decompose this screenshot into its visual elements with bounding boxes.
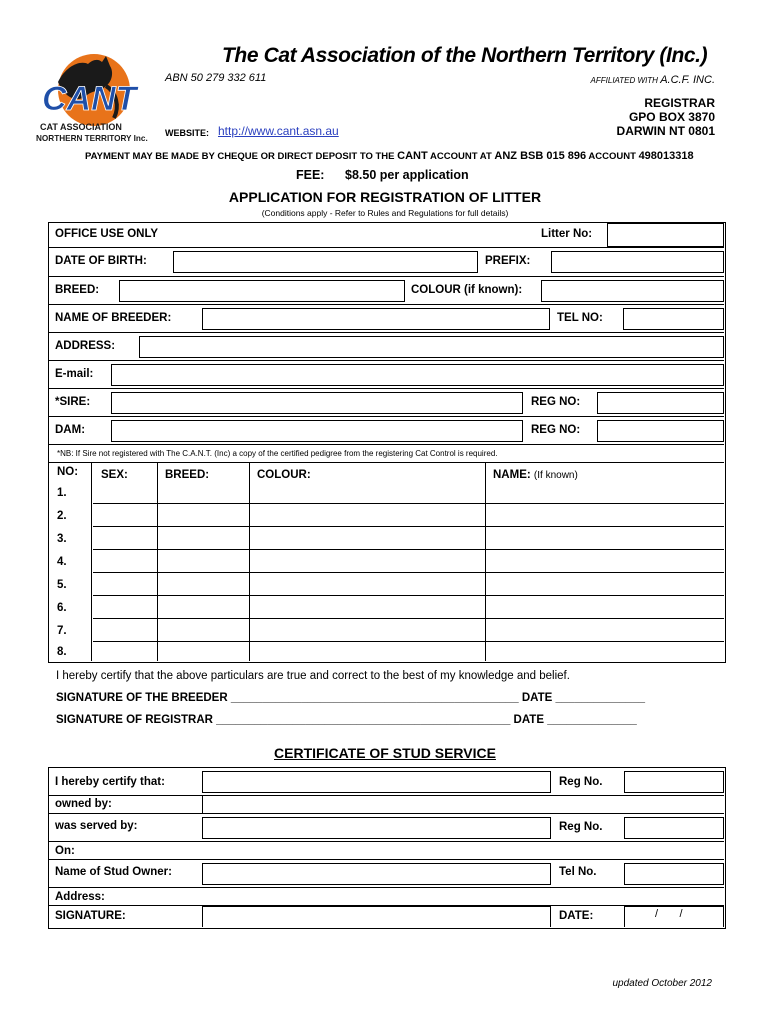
certification-statement: I hereby certify that the above particulars are true and correct to the best of my knowledge and belief. — [56, 670, 570, 682]
email-label: E-mail: — [55, 368, 94, 380]
dam-field[interactable] — [111, 420, 523, 442]
owned-by-label: owned by: — [55, 798, 112, 810]
date-of-birth-label: DATE OF BIRTH: — [55, 255, 147, 267]
stud-owner-label: Name of Stud Owner: — [55, 866, 172, 878]
sire-note: *NB: If Sire not registered with The C.A.N.T. (Inc) a copy of the certified pedigree from the registering Cat Control is required. — [57, 449, 498, 458]
updated-note: updated October 2012 — [612, 978, 712, 989]
dam-row — [49, 417, 724, 445]
sire-field[interactable] — [111, 392, 523, 414]
stud-signature-field[interactable] — [202, 906, 551, 927]
col-breed-header: BREED: — [165, 469, 210, 481]
litter-no-label: Litter No: — [541, 228, 593, 240]
fee-label: FEE: — [296, 168, 325, 182]
sire-label: *SIRE: — [55, 396, 91, 408]
breeder-name-label: NAME OF BREEDER: — [55, 312, 172, 324]
logo-text: CANT — [42, 80, 137, 118]
tel-no-label: TEL NO: — [557, 312, 603, 324]
application-subtitle: (Conditions apply - Refer to Rules and Regulations for full details) — [261, 208, 509, 218]
stud-signature-row — [49, 906, 724, 928]
breeder-signature-line[interactable]: SIGNATURE OF THE BREEDER _____________________________________________ DATE ______________ — [56, 692, 646, 704]
row-number: 6. — [57, 602, 67, 614]
stud-tel-label: Tel No. — [559, 866, 597, 878]
office-use-row — [49, 223, 724, 248]
registrar-signature-line[interactable]: SIGNATURE OF REGISTRAR ______________________________________________ DATE ______________ — [56, 714, 637, 726]
served-by-label: was served by: — [55, 820, 138, 832]
on-row — [49, 842, 724, 860]
served-by-row — [49, 814, 724, 842]
owned-by-field[interactable] — [202, 796, 724, 813]
registrar-address — [617, 96, 715, 138]
row-number: 8. — [57, 646, 67, 658]
colour-field[interactable] — [541, 280, 724, 302]
sire-row — [49, 389, 724, 417]
breed-row — [49, 277, 724, 305]
sire-reg-no-field[interactable] — [597, 392, 724, 414]
col-name-header — [493, 469, 578, 481]
sire-reg-no-label: REG NO: — [531, 396, 581, 408]
breed-field[interactable] — [119, 280, 405, 302]
stud-certify-row — [49, 768, 724, 796]
fee-value: $8.50 per application — [345, 168, 469, 182]
served-reg-no-label: Reg No. — [559, 821, 603, 833]
colour-label: COLOUR (if known): — [411, 284, 523, 296]
abn-number: ABN 50 279 332 611 — [165, 72, 267, 84]
address-label: ADDRESS: — [55, 340, 116, 352]
row-number: 5. — [57, 579, 67, 591]
stud-service-title: CERTIFICATE OF STUD SERVICE — [274, 745, 496, 761]
nb-row — [49, 445, 724, 463]
owned-by-row — [49, 796, 724, 814]
cant-logo — [36, 52, 164, 147]
payment-cant: CANT — [397, 150, 428, 162]
website-link[interactable]: http://www.cant.asn.au — [218, 124, 339, 138]
col-name-note: (If known) — [533, 470, 578, 481]
website-label: WEBSITE: — [165, 128, 209, 138]
email-field[interactable] — [111, 364, 724, 386]
address-field[interactable] — [139, 336, 724, 358]
payment-text: PAYMENT MAY BE MADE BY CHEQUE OR DIRECT DEPOSIT TO THE — [85, 151, 395, 162]
email-row — [49, 361, 724, 389]
affiliated-org: A.C.F. INC. — [660, 74, 715, 86]
row-number: 7. — [57, 625, 67, 637]
affiliation — [591, 74, 715, 86]
application-title: APPLICATION FOR REGISTRATION OF LITTER — [228, 189, 542, 205]
stud-address-row — [49, 888, 724, 906]
stud-date-field[interactable] — [624, 906, 724, 927]
stud-reg-no-label: Reg No. — [559, 776, 603, 788]
logo-line1: CAT ASSOCIATION — [40, 122, 122, 132]
litter-no-field[interactable] — [607, 223, 724, 247]
logo-line2: NORTHERN TERRITORY Inc. — [36, 134, 148, 143]
stud-reg-no-field[interactable] — [624, 771, 724, 793]
served-reg-no-field[interactable] — [624, 817, 724, 839]
row-number: 1. — [57, 487, 67, 499]
breeder-name-field[interactable] — [202, 308, 550, 330]
prefix-field[interactable] — [551, 251, 724, 273]
date-of-birth-field[interactable] — [173, 251, 478, 273]
litter-registration-form — [48, 222, 726, 663]
payment-account-no: 498013318 — [638, 150, 694, 162]
on-label: On: — [55, 845, 75, 857]
served-by-field[interactable] — [202, 817, 551, 839]
organisation-title: The Cat Association of the Northern Territory (Inc.) — [222, 44, 708, 67]
stud-tel-field[interactable] — [624, 863, 724, 885]
payment-account-at: ACCOUNT AT — [430, 151, 492, 162]
tel-no-field[interactable] — [623, 308, 724, 330]
payment-account-label: ACCOUNT — [588, 151, 636, 162]
row-number: 2. — [57, 510, 67, 522]
col-no-header: NO: — [57, 466, 79, 478]
prefix-label: PREFIX: — [485, 255, 531, 267]
dam-reg-no-label: REG NO: — [531, 424, 581, 436]
payment-bank: ANZ BSB 015 896 — [494, 150, 587, 162]
stud-owner-row — [49, 860, 724, 888]
col-colour-header: COLOUR: — [257, 469, 311, 481]
stud-owner-field[interactable] — [202, 863, 551, 885]
stud-service-form — [48, 767, 726, 929]
col-name-label: NAME: — [493, 469, 531, 481]
dob-row — [49, 248, 724, 277]
kittens-table — [49, 463, 724, 661]
breeder-row — [49, 305, 724, 333]
dam-reg-no-field[interactable] — [597, 420, 724, 442]
registrar-line: GPO BOX 3870 — [628, 110, 715, 124]
payment-instructions — [85, 150, 694, 162]
registrar-line: DARWIN NT 0801 — [616, 124, 715, 138]
stud-address-label: Address: — [55, 891, 105, 903]
registrar-line: REGISTRAR — [644, 96, 715, 110]
affiliated-label: AFFILIATED WITH — [590, 76, 658, 85]
stud-signature-label: SIGNATURE: — [55, 910, 126, 922]
breed-label: BREED: — [55, 284, 100, 296]
stud-certify-label: I hereby certify that: — [55, 776, 165, 788]
dam-label: DAM: — [55, 424, 86, 436]
address-row — [49, 333, 724, 361]
col-sex-header: SEX: — [101, 469, 128, 481]
stud-date-label: DATE: — [559, 910, 594, 922]
date-slashes: / / — [655, 908, 683, 920]
stud-cat-field[interactable] — [202, 771, 551, 793]
office-use-label: OFFICE USE ONLY — [55, 228, 159, 240]
row-number: 3. — [57, 533, 67, 545]
row-number: 4. — [57, 556, 67, 568]
